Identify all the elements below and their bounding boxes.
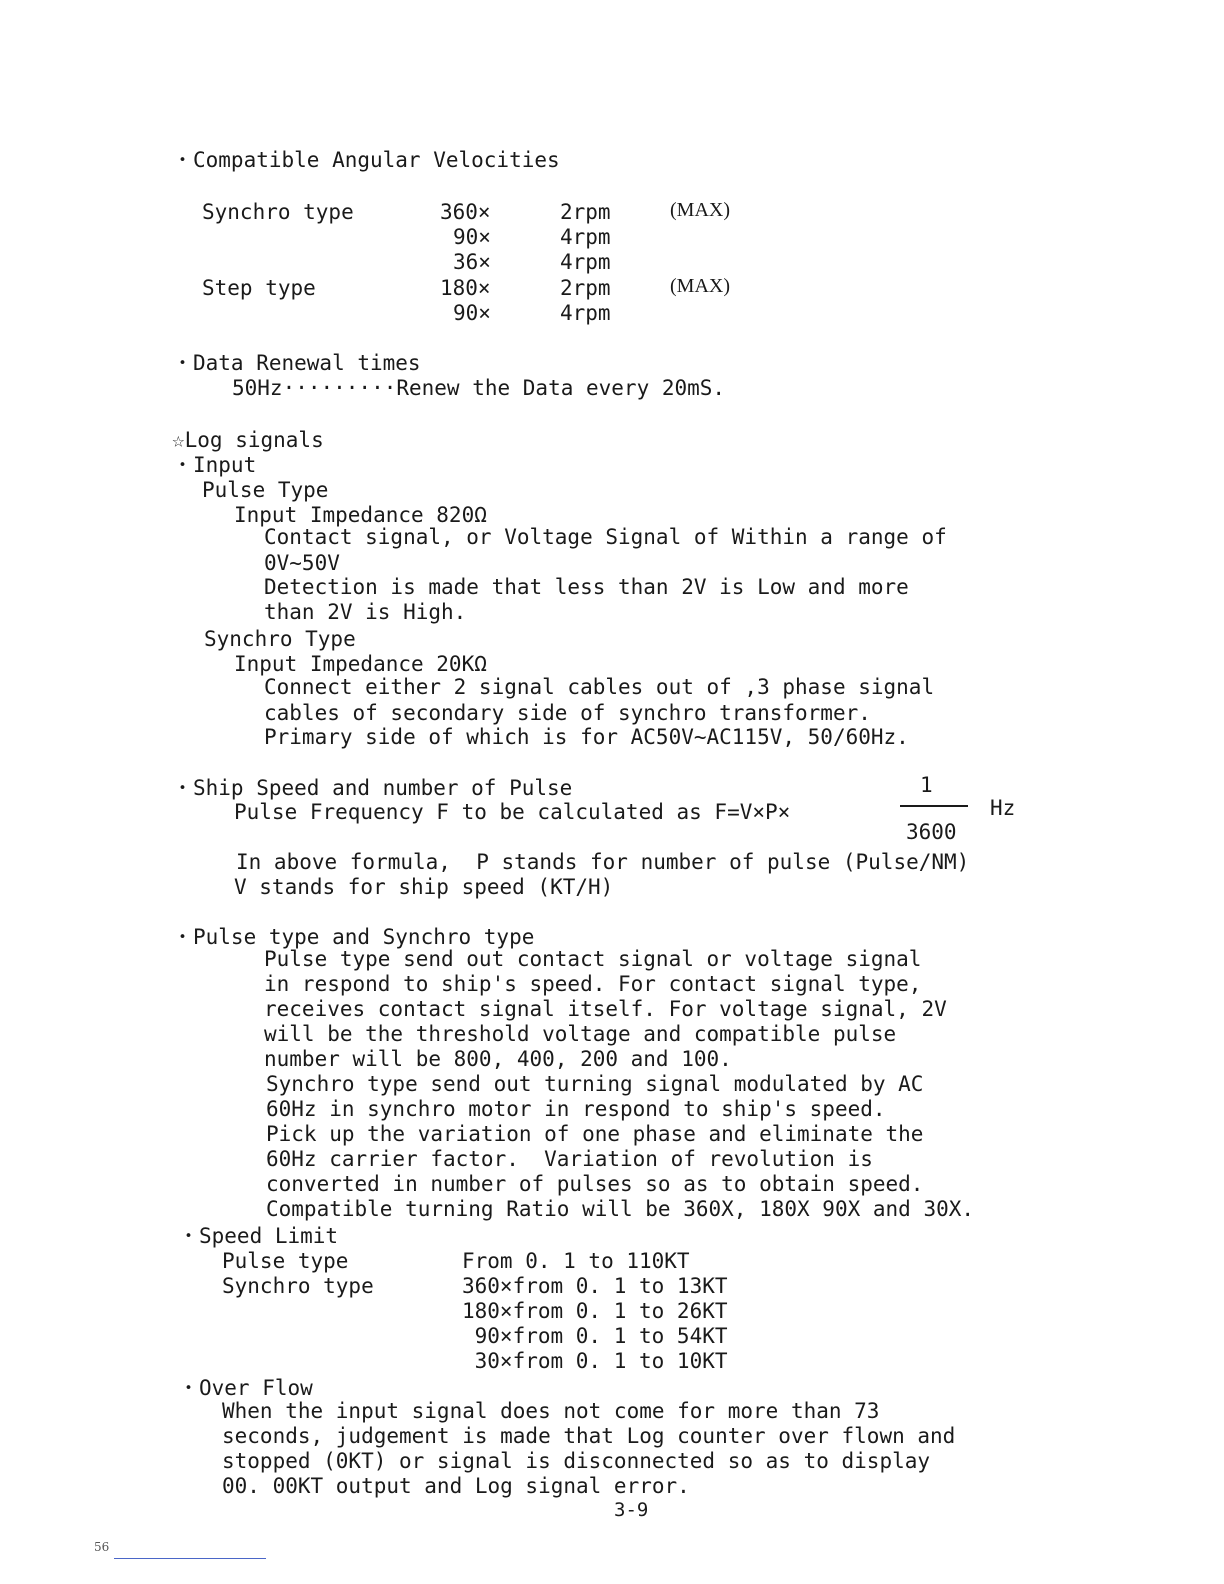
- pulse-line: 0V~50V: [264, 551, 340, 575]
- renewal-line: 50Hz·········Renew the Data every 20mS.: [232, 376, 726, 400]
- overflow-line: seconds, judgement is made that Log counter over flown and: [222, 1424, 956, 1448]
- pulse-line: Detection is made that less than 2V is Low and more: [264, 575, 909, 599]
- overflow-heading: ・Over Flow: [178, 1376, 313, 1400]
- angular-speed: 4rpm: [560, 250, 611, 274]
- angular-label-synchro: Synchro type: [202, 200, 354, 224]
- angular-ratio: 360×: [440, 200, 491, 224]
- angular-ratio: 180×: [440, 276, 491, 300]
- pulse-synchro-line: 60Hz carrier factor. Variation of revolution is: [266, 1147, 873, 1171]
- synchro-line: cables of secondary side of synchro transformer.: [264, 701, 871, 725]
- speed-limit-value: 90×from 0. 1 to 54KT: [462, 1324, 728, 1348]
- pulse-synchro-line: in respond to ship's speed. For contact signal type,: [264, 972, 922, 996]
- pulse-synchro-line: 60Hz in synchro motor in respond to ship's speed.: [266, 1097, 886, 1121]
- angular-speed: 4rpm: [560, 225, 611, 249]
- log-heading: ☆Log signals: [172, 428, 324, 452]
- angular-speed: 2rpm: [560, 276, 611, 300]
- speed-limit-value: 360×from 0. 1 to 13KT: [462, 1274, 728, 1298]
- overflow-line: 00. 00KT output and Log signal error.: [222, 1474, 690, 1498]
- overflow-line: stopped (0KT) or signal is disconnected so as to display: [222, 1449, 931, 1473]
- pulse-synchro-heading: ・Pulse type and Synchro type: [172, 925, 535, 949]
- pulse-type-heading: Pulse Type: [202, 478, 329, 502]
- pulse-line: Contact signal, or Voltage Signal of Within a range of: [264, 525, 947, 549]
- pulse-synchro-line: Synchro type send out turning signal modulated by AC: [266, 1072, 924, 1096]
- pulse-synchro-line: Pulse type send out contact signal or voltage signal: [264, 947, 922, 971]
- formula-numerator: 1: [920, 773, 933, 797]
- angular-note: (MAX): [670, 199, 730, 221]
- angular-label-step: Step type: [202, 276, 316, 300]
- pulse-synchro-line: Compatible turning Ratio will be 360X, 180X 90X and 30X.: [266, 1197, 975, 1221]
- margin-scribble: 56: [94, 1540, 110, 1554]
- synchro-impedance: Input Impedance 20KΩ: [234, 652, 487, 676]
- input-heading: ・Input: [172, 453, 257, 477]
- synchro-line: Primary side of which is for AC50V~AC115V, 50/60Hz.: [264, 725, 909, 749]
- speed-limit-value: From 0. 1 to 110KT: [462, 1249, 690, 1273]
- renewal-heading: ・Data Renewal times: [172, 351, 421, 375]
- page-number: 3-9: [614, 1499, 649, 1521]
- speed-limit-label: Synchro type: [222, 1274, 374, 1298]
- formula-line: Pulse Frequency F to be calculated as F=V×P×: [234, 800, 791, 824]
- speed-limit-value: 180×from 0. 1 to 26KT: [462, 1299, 728, 1323]
- angular-note: (MAX): [670, 275, 730, 297]
- fraction-bar: [900, 805, 968, 807]
- pulse-synchro-line: will be the threshold voltage and compatible pulse: [264, 1022, 897, 1046]
- formula-denominator: 3600: [906, 820, 957, 844]
- synchro-type-heading: Synchro Type: [204, 627, 356, 651]
- synchro-line: Connect either 2 signal cables out of ,3 phase signal: [264, 675, 935, 699]
- pulse-impedance: Input Impedance 820Ω: [234, 503, 487, 527]
- speed-limit-heading: ・Speed Limit: [178, 1224, 339, 1248]
- footer-rule: [114, 1558, 266, 1559]
- ship-speed-heading: ・Ship Speed and number of Pulse: [172, 776, 573, 800]
- pulse-synchro-line: receives contact signal itself. For voltage signal, 2V: [264, 997, 947, 1021]
- speed-limit-label: Pulse type: [222, 1249, 349, 1273]
- angular-ratio: 36×: [453, 250, 491, 274]
- angular-ratio: 90×: [453, 225, 491, 249]
- pulse-synchro-line: number will be 800, 400, 200 and 100.: [264, 1047, 732, 1071]
- formula-explain-p: In above formula, P stands for number of pulse (Pulse/NM): [236, 850, 970, 874]
- angular-speed: 4rpm: [560, 301, 611, 325]
- pulse-synchro-line: Pick up the variation of one phase and eliminate the: [266, 1122, 924, 1146]
- formula-unit: Hz: [990, 796, 1016, 820]
- angular-heading: ・Compatible Angular Velocities: [172, 148, 560, 172]
- overflow-line: When the input signal does not come for more than 73: [222, 1399, 880, 1423]
- angular-ratio: 90×: [453, 301, 491, 325]
- speed-limit-value: 30×from 0. 1 to 10KT: [462, 1349, 728, 1373]
- pulse-line: than 2V is High.: [264, 600, 467, 624]
- angular-speed: 2rpm: [560, 200, 611, 224]
- formula-explain-v: V stands for ship speed (KT/H): [234, 875, 614, 899]
- pulse-synchro-line: converted in number of pulses so as to obtain speed.: [266, 1172, 924, 1196]
